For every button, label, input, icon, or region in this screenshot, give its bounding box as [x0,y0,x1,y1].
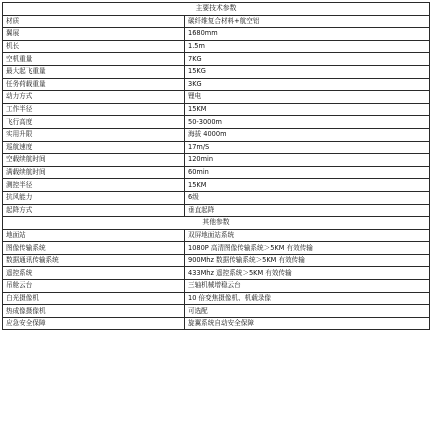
table-row [3,166,430,179]
param-label: 材质 [3,15,185,28]
param-label: 抗风能力 [3,191,185,204]
param-value: 垂直起降 [185,204,430,217]
table-row [3,78,430,91]
param-label: 数据通讯传输系统 [3,254,185,267]
param-value: 锂电 [185,91,430,104]
param-value: 三轴机械增稳云台 [185,280,430,293]
spec-table [2,2,430,330]
param-label: 最大起飞重量 [3,65,185,78]
table-row [3,65,430,78]
table-row [3,191,430,204]
param-value: 15KM [185,103,430,116]
param-value: 3KG [185,78,430,91]
param-label: 地面站 [3,229,185,242]
param-value: 17m/S [185,141,430,154]
param-value: 10 倍变焦摄像机、机载录像 [185,292,430,305]
param-label: 遥控系统 [3,267,185,280]
param-label: 实用升限 [3,128,185,141]
param-value: 433Mhz 遥控系统＞5KM 有效传输 [185,267,430,280]
param-value: 900Mhz 数据传输系统＞5KM 有效传输 [185,254,430,267]
table-row [3,15,430,28]
table-row [3,103,430,116]
param-label: 吊舱云台 [3,280,185,293]
table-row [3,141,430,154]
table-row [3,28,430,41]
table-row [3,53,430,66]
table-row [3,280,430,293]
table-row [3,229,430,242]
param-label: 图像传输系统 [3,242,185,255]
section-header-row [3,217,430,230]
table-row [3,305,430,318]
param-value: 7KG [185,53,430,66]
param-label: 起降方式 [3,204,185,217]
param-label: 满载续航时间 [3,166,185,179]
table-row [3,267,430,280]
param-value: 60min [185,166,430,179]
param-value: 1680mm [185,28,430,41]
table-row [3,91,430,104]
param-value: 1.5m [185,40,430,53]
table-row [3,179,430,192]
param-value: 15KM [185,179,430,192]
param-value: 50-3000m [185,116,430,129]
param-label: 翼展 [3,28,185,41]
param-value: 15KG [185,65,430,78]
param-label: 应急安全保障 [3,317,185,330]
param-label: 空载续航时间 [3,154,185,167]
table-row [3,128,430,141]
param-label: 白光摄像机 [3,292,185,305]
param-label: 动力方式 [3,91,185,104]
table-row [3,254,430,267]
param-label: 空机重量 [3,53,185,66]
param-label: 机长 [3,40,185,53]
param-value: 1080P 高清图像传输系统＞5KM 有效传输 [185,242,430,255]
table-row [3,154,430,167]
table-row [3,204,430,217]
section-title: 其他参数 [3,217,430,230]
param-label: 任务荷载重量 [3,78,185,91]
param-value: 120min [185,154,430,167]
table-row [3,116,430,129]
section-header-row [3,3,430,16]
param-value: 双屏地面站系统 [185,229,430,242]
param-label: 工作半径 [3,103,185,116]
param-value: 可选配 [185,305,430,318]
param-label: 热成像摄像机 [3,305,185,318]
table-row [3,292,430,305]
param-value: 碳纤维复合材料+航空铝 [185,15,430,28]
param-value: 海拔 4000m [185,128,430,141]
section-title: 主要技术参数 [3,3,430,16]
table-row [3,40,430,53]
param-value: 旋翼系统自动安全保障 [185,317,430,330]
param-value: 6级 [185,191,430,204]
param-label: 巡航速度 [3,141,185,154]
spec-table-body [3,3,430,330]
table-row [3,317,430,330]
param-label: 测控半径 [3,179,185,192]
param-label: 飞行高度 [3,116,185,129]
table-row [3,242,430,255]
